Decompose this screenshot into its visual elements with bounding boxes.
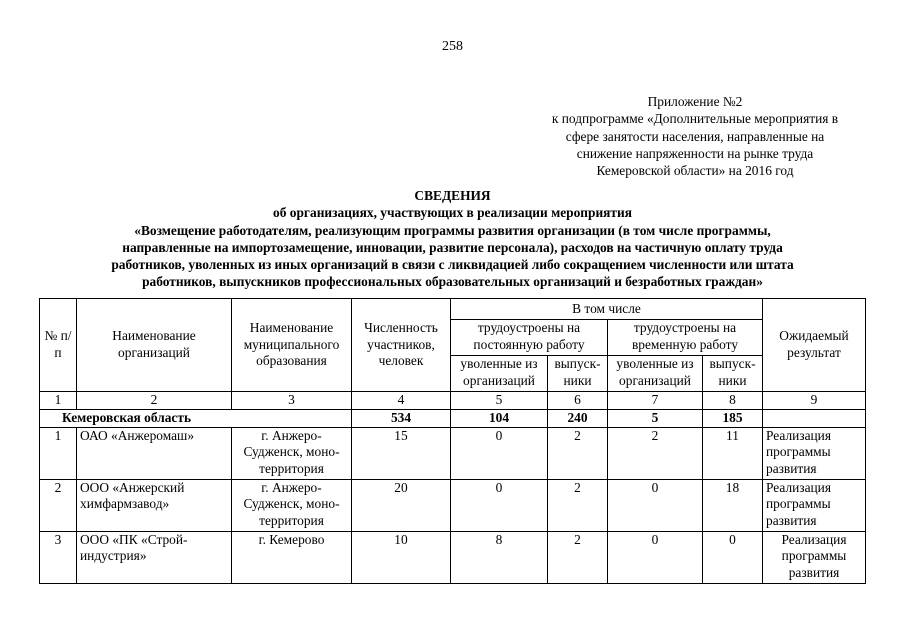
page-number: 258 xyxy=(442,39,463,54)
appendix-block xyxy=(520,93,870,179)
document-title: СВЕДЕНИЯ xyxy=(414,188,491,203)
column-numbers-row xyxy=(40,392,866,410)
col-number: 9 xyxy=(763,392,866,410)
document-heading xyxy=(0,187,905,291)
col-number: 8 xyxy=(703,392,763,410)
total-perm-graduates: 240 xyxy=(548,409,608,427)
row-org: ООО «Анжерский химфармзавод» xyxy=(77,479,232,531)
row-temp-graduates: 0 xyxy=(703,531,763,583)
row-org: ООО «ПК «Строй-индустрия» xyxy=(77,531,232,583)
row-participants: 15 xyxy=(352,427,451,479)
col-number: 6 xyxy=(548,392,608,410)
total-temp-dismissed: 5 xyxy=(608,409,703,427)
row-municipality: г. Кемерово xyxy=(232,531,352,583)
header-temp-dismissed: уволенные из организаций xyxy=(608,356,703,392)
header-row xyxy=(40,299,866,320)
row-perm-dismissed: 8 xyxy=(451,531,548,583)
col-number: 5 xyxy=(451,392,548,410)
total-result xyxy=(763,409,866,427)
row-result: Реализация программы развития xyxy=(763,479,866,531)
table-row xyxy=(40,531,866,583)
total-label: Кемеровская область xyxy=(40,409,232,427)
row-perm-dismissed: 0 xyxy=(451,427,548,479)
row-temp-graduates: 18 xyxy=(703,479,763,531)
col-number: 2 xyxy=(77,392,232,410)
row-municipality: г. Анжеро-Судженск, моно-территория xyxy=(232,427,352,479)
total-perm-dismissed: 104 xyxy=(451,409,548,427)
row-municipality: г. Анжеро-Судженск, моно-территория xyxy=(232,479,352,531)
row-perm-graduates: 2 xyxy=(548,479,608,531)
header-temporary: трудоустроены на временную работу xyxy=(608,320,763,356)
header-num: № п/п xyxy=(40,299,77,392)
row-num: 3 xyxy=(40,531,77,583)
col-number: 1 xyxy=(40,392,77,410)
row-temp-dismissed: 0 xyxy=(608,531,703,583)
header-including: В том числе xyxy=(451,299,763,320)
heading-line: об организациях, участвующих в реализации мероприятия xyxy=(273,205,632,221)
total-participants: 534 xyxy=(352,409,451,427)
header-result: Ожидаемый результат xyxy=(763,299,866,392)
heading-line: «Возмещение работодателям, реализующим программы развития организации (в том числе программы, xyxy=(134,222,771,238)
row-org: ОАО «Анжеромаш» xyxy=(77,427,232,479)
row-temp-dismissed: 0 xyxy=(608,479,703,531)
header-temp-graduates: выпуск-ники xyxy=(703,356,763,392)
row-perm-dismissed: 0 xyxy=(451,479,548,531)
heading-line: работников, уволенных из иных организаций в связи с ликвидацией либо сокращением численности или штата xyxy=(111,257,794,273)
appendix-line: Кемеровской области» на 2016 год xyxy=(596,163,794,179)
row-temp-dismissed: 2 xyxy=(608,427,703,479)
col-number: 3 xyxy=(232,392,352,410)
col-number: 7 xyxy=(608,392,703,410)
appendix-line: Приложение №2 xyxy=(647,94,743,109)
header-perm-dismissed: уволенные из организаций xyxy=(451,356,548,392)
row-result: Реализация программы развития xyxy=(763,531,866,583)
row-num: 1 xyxy=(40,427,77,479)
header-perm-graduates: выпуск-ники xyxy=(548,356,608,392)
heading-line: работников, выпускников профессиональных образовательных организаций и безработных граждан» xyxy=(142,274,763,290)
heading-line: направленные на импортозамещение, инновации, развитие персонала), расходов на частичную оплату труда xyxy=(122,239,783,255)
row-result: Реализация программы развития xyxy=(763,427,866,479)
row-perm-graduates: 2 xyxy=(548,427,608,479)
header-org-name: Наименование организаций xyxy=(77,299,232,392)
organizations-table xyxy=(39,298,866,584)
row-participants: 20 xyxy=(352,479,451,531)
header-participants: Численность участников, человек xyxy=(352,299,451,392)
table-row xyxy=(40,479,866,531)
total-row xyxy=(40,409,866,427)
table-row xyxy=(40,427,866,479)
row-temp-graduates: 11 xyxy=(703,427,763,479)
appendix-line: к подпрограмме «Дополнительные мероприятия в xyxy=(551,111,839,127)
row-perm-graduates: 2 xyxy=(548,531,608,583)
row-participants: 10 xyxy=(352,531,451,583)
appendix-line: снижение напряженности на рынке труда xyxy=(576,145,814,161)
header-municipality: Наименование муниципального образования xyxy=(232,299,352,392)
appendix-line: сфере занятости населения, направленные на xyxy=(565,128,825,144)
col-number: 4 xyxy=(352,392,451,410)
total-temp-graduates: 185 xyxy=(703,409,763,427)
header-permanent: трудоустроены на постоянную работу xyxy=(451,320,608,356)
total-municipality xyxy=(232,409,352,427)
row-num: 2 xyxy=(40,479,77,531)
